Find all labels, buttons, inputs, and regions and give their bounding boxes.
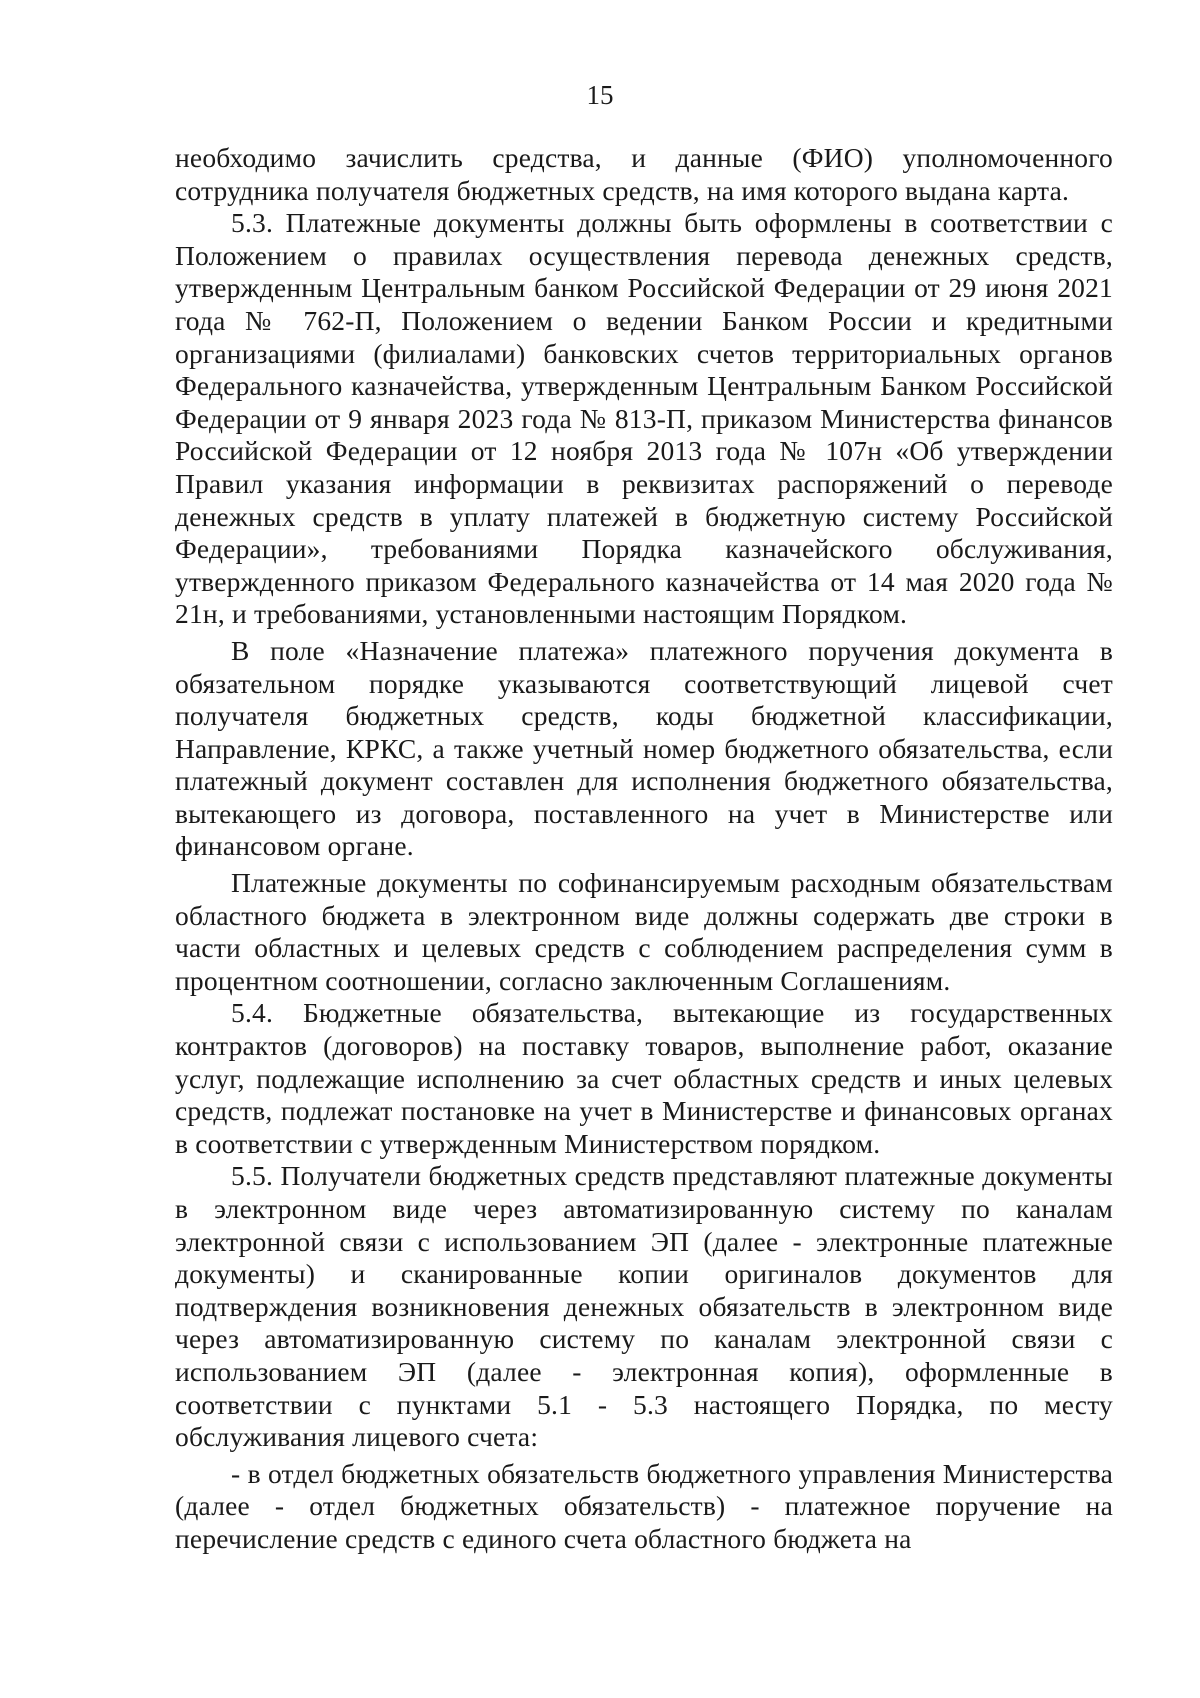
paragraph-cofinancing: Платежные документы по софинансируемым расходным обязательствам областного бюджета в электронном виде должны содержать две строки в части областных и целевых средств с соблюдением распределения сумм в процентном соотношении, согласно заключенным Соглашениям. bbox=[175, 867, 1113, 996]
paragraph-payment-purpose: В поле «Назначение платежа» платежного поручения документа в обязательном порядке указываются соответствующий лицевой счет получателя бюджетных средств, коды бюджетной классификации, Направление, КРКС, а также учетный номер бюджетного обязательства, если платежный документ составлен для исполнения бюджетного обязательства, вытекающего из договора, поставленного на учет в Министерстве или финансовом органе. bbox=[175, 634, 1113, 862]
page-number: 15 bbox=[586, 80, 614, 110]
paragraph-5-5: 5.5. Получатели бюджетных средств представляют платежные документы в электронном виде через автоматизированную систему по каналам электронной связи с использованием ЭП (далее - электронные платежные документы) и сканированные копии оригиналов документов для подтверждения возникновения денежных обязательств в электронном виде через автоматизированную систему по каналам электронной связи с использованием ЭП (далее - электронная копия), оформленные в соответствии с пунктами 5.1 - 5.3 настоящего Порядка, по месту обслуживания лицевого счета: bbox=[175, 1160, 1113, 1453]
paragraph-continuation: необходимо зачислить средства, и данные (ФИО) уполномоченного сотрудника получателя бюджетных средств, на имя которого выдана карта. bbox=[175, 142, 1113, 206]
paragraph-5-3: 5.3. Платежные документы должны быть оформлены в соответствии с Положением о правилах осуществления перевода денежных средств, утвержденным Центральным банком Российской Федерации от 29 июня 2021 года № 762-П, Положением о ведении Банком России и кредитными организациями (филиалами) банковских счетов территориальных органов Федерального казначейства, утвержденным Центральным Банком Российской Федерации от 9 января 2023 года № 813-П, приказом Министерства финансов Российской Федерации от 12 ноября 2013 года № 107н «Об утверждении Правил указания информации в реквизитах распоряжений о переводе денежных средств в уплату платежей в бюджетную систему Российской Федерации», требованиями Порядка казначейского обслуживания, утвержденного приказом Федерального казначейства от 14 мая 2020 года № 21н, и требованиями, установленными настоящим Порядком. bbox=[175, 207, 1113, 630]
paragraph-5-4: 5.4. Бюджетные обязательства, вытекающие из государственных контрактов (договоров) на поставку товаров, выполнение работ, оказание услуг, подлежащие исполнению за счет областных средств и иных целевых средств, подлежат постановке на учет в Министерстве и финансовых органах в соответствии с утвержденным Министерством порядком. bbox=[175, 997, 1113, 1159]
document-body bbox=[175, 142, 1113, 1556]
paragraph-list-item: - в отдел бюджетных обязательств бюджетного управления Министерства (далее - отдел бюджетных обязательств) - платежное поручение на перечисление средств с единого счета областного бюджета на bbox=[175, 1457, 1113, 1554]
